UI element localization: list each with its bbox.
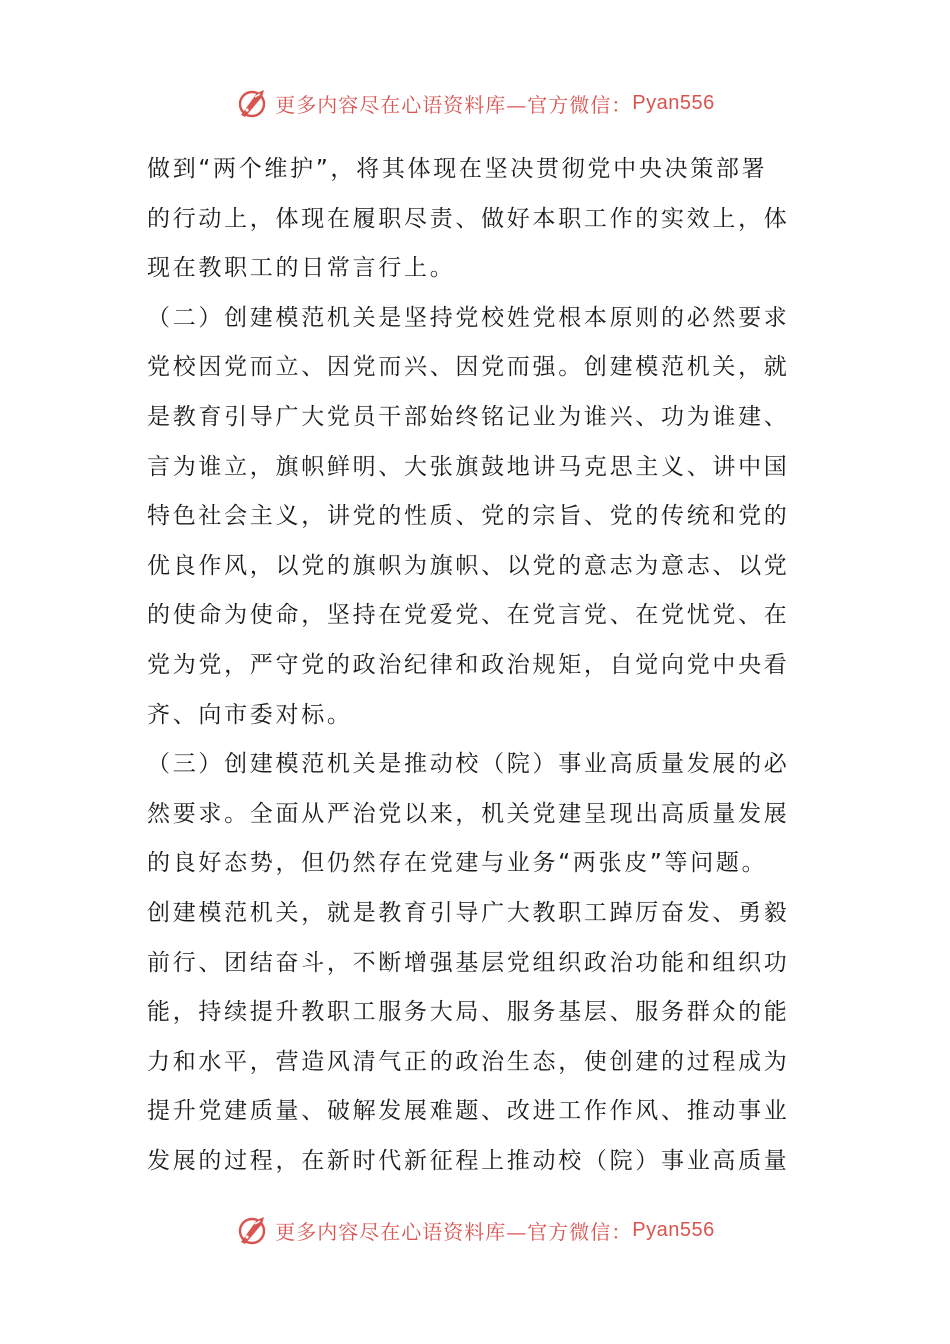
body-line: 现在教职工的日常言行上。 xyxy=(147,255,456,282)
banner-text: 更多内容尽在心语资料库—官方微信： xyxy=(275,1219,633,1244)
body-line: 前行、团结奋斗，不断增强基层党组织政治功能和组织功 xyxy=(147,949,790,976)
document-body xyxy=(147,145,807,1186)
body-line: 创建模范机关，就是教育引导广大教职工踔厉奋发、勇毅 xyxy=(147,899,790,926)
banner-wechat-id: Pyan556 xyxy=(632,1218,715,1241)
body-line: 党校因党而立、因党而兴、因党而强。创建模范机关，就 xyxy=(147,354,790,381)
body-line: 的行动上，体现在履职尽责、做好本职工作的实效上，体 xyxy=(147,205,790,232)
body-line: 的使命为使命，坚持在党爱党、在党言党、在党忧党、在 xyxy=(147,602,790,629)
body-line: 齐、向市委对标。 xyxy=(147,701,353,728)
body-line: 的良好态势，但仍然存在党建与业务“两张皮”等问题。 xyxy=(147,850,768,877)
pen-nib-logo-icon xyxy=(235,1212,271,1248)
footer-watermark-banner xyxy=(0,1210,950,1250)
pen-nib-logo-icon xyxy=(235,85,271,121)
header-watermark-banner xyxy=(0,83,950,123)
banner-wechat-id: Pyan556 xyxy=(632,91,715,114)
banner-text: 更多内容尽在心语资料库—官方微信： xyxy=(275,92,633,117)
section-heading-line: （三）创建模范机关是推动校（院）事业高质量发展的必 xyxy=(147,751,790,778)
body-line: 优良作风，以党的旗帜为旗帜、以党的意志为意志、以党 xyxy=(147,552,790,579)
body-line: 发展的过程，在新时代新征程上推动校（院）事业高质量 xyxy=(147,1147,790,1174)
body-line: 做到“两个维护”，将其体现在坚决贯彻党中央决策部署 xyxy=(147,156,768,182)
body-line: 能，持续提升教职工服务大局、服务基层、服务群众的能 xyxy=(147,999,790,1026)
body-line: 党为党，严守党的政治纪律和政治规矩，自觉向党中央看 xyxy=(147,651,790,678)
body-line: 提升党建质量、破解发展难题、改进工作作风、推动事业 xyxy=(147,1098,790,1125)
body-line: 力和水平，营造风清气正的政治生态，使创建的过程成为 xyxy=(147,1048,790,1075)
section-heading-line: （二）创建模范机关是坚持党校姓党根本原则的必然要求 xyxy=(147,304,790,331)
body-line: 然要求。全面从严治党以来，机关党建呈现出高质量发展 xyxy=(147,800,790,827)
body-line: 言为谁立，旗帜鲜明、大张旗鼓地讲马克思主义、讲中国 xyxy=(147,453,790,480)
body-line: 特色社会主义，讲党的性质、党的宗旨、党的传统和党的 xyxy=(147,503,790,530)
body-line: 是教育引导广大党员干部始终铭记业为谁兴、功为谁建、 xyxy=(147,403,790,430)
